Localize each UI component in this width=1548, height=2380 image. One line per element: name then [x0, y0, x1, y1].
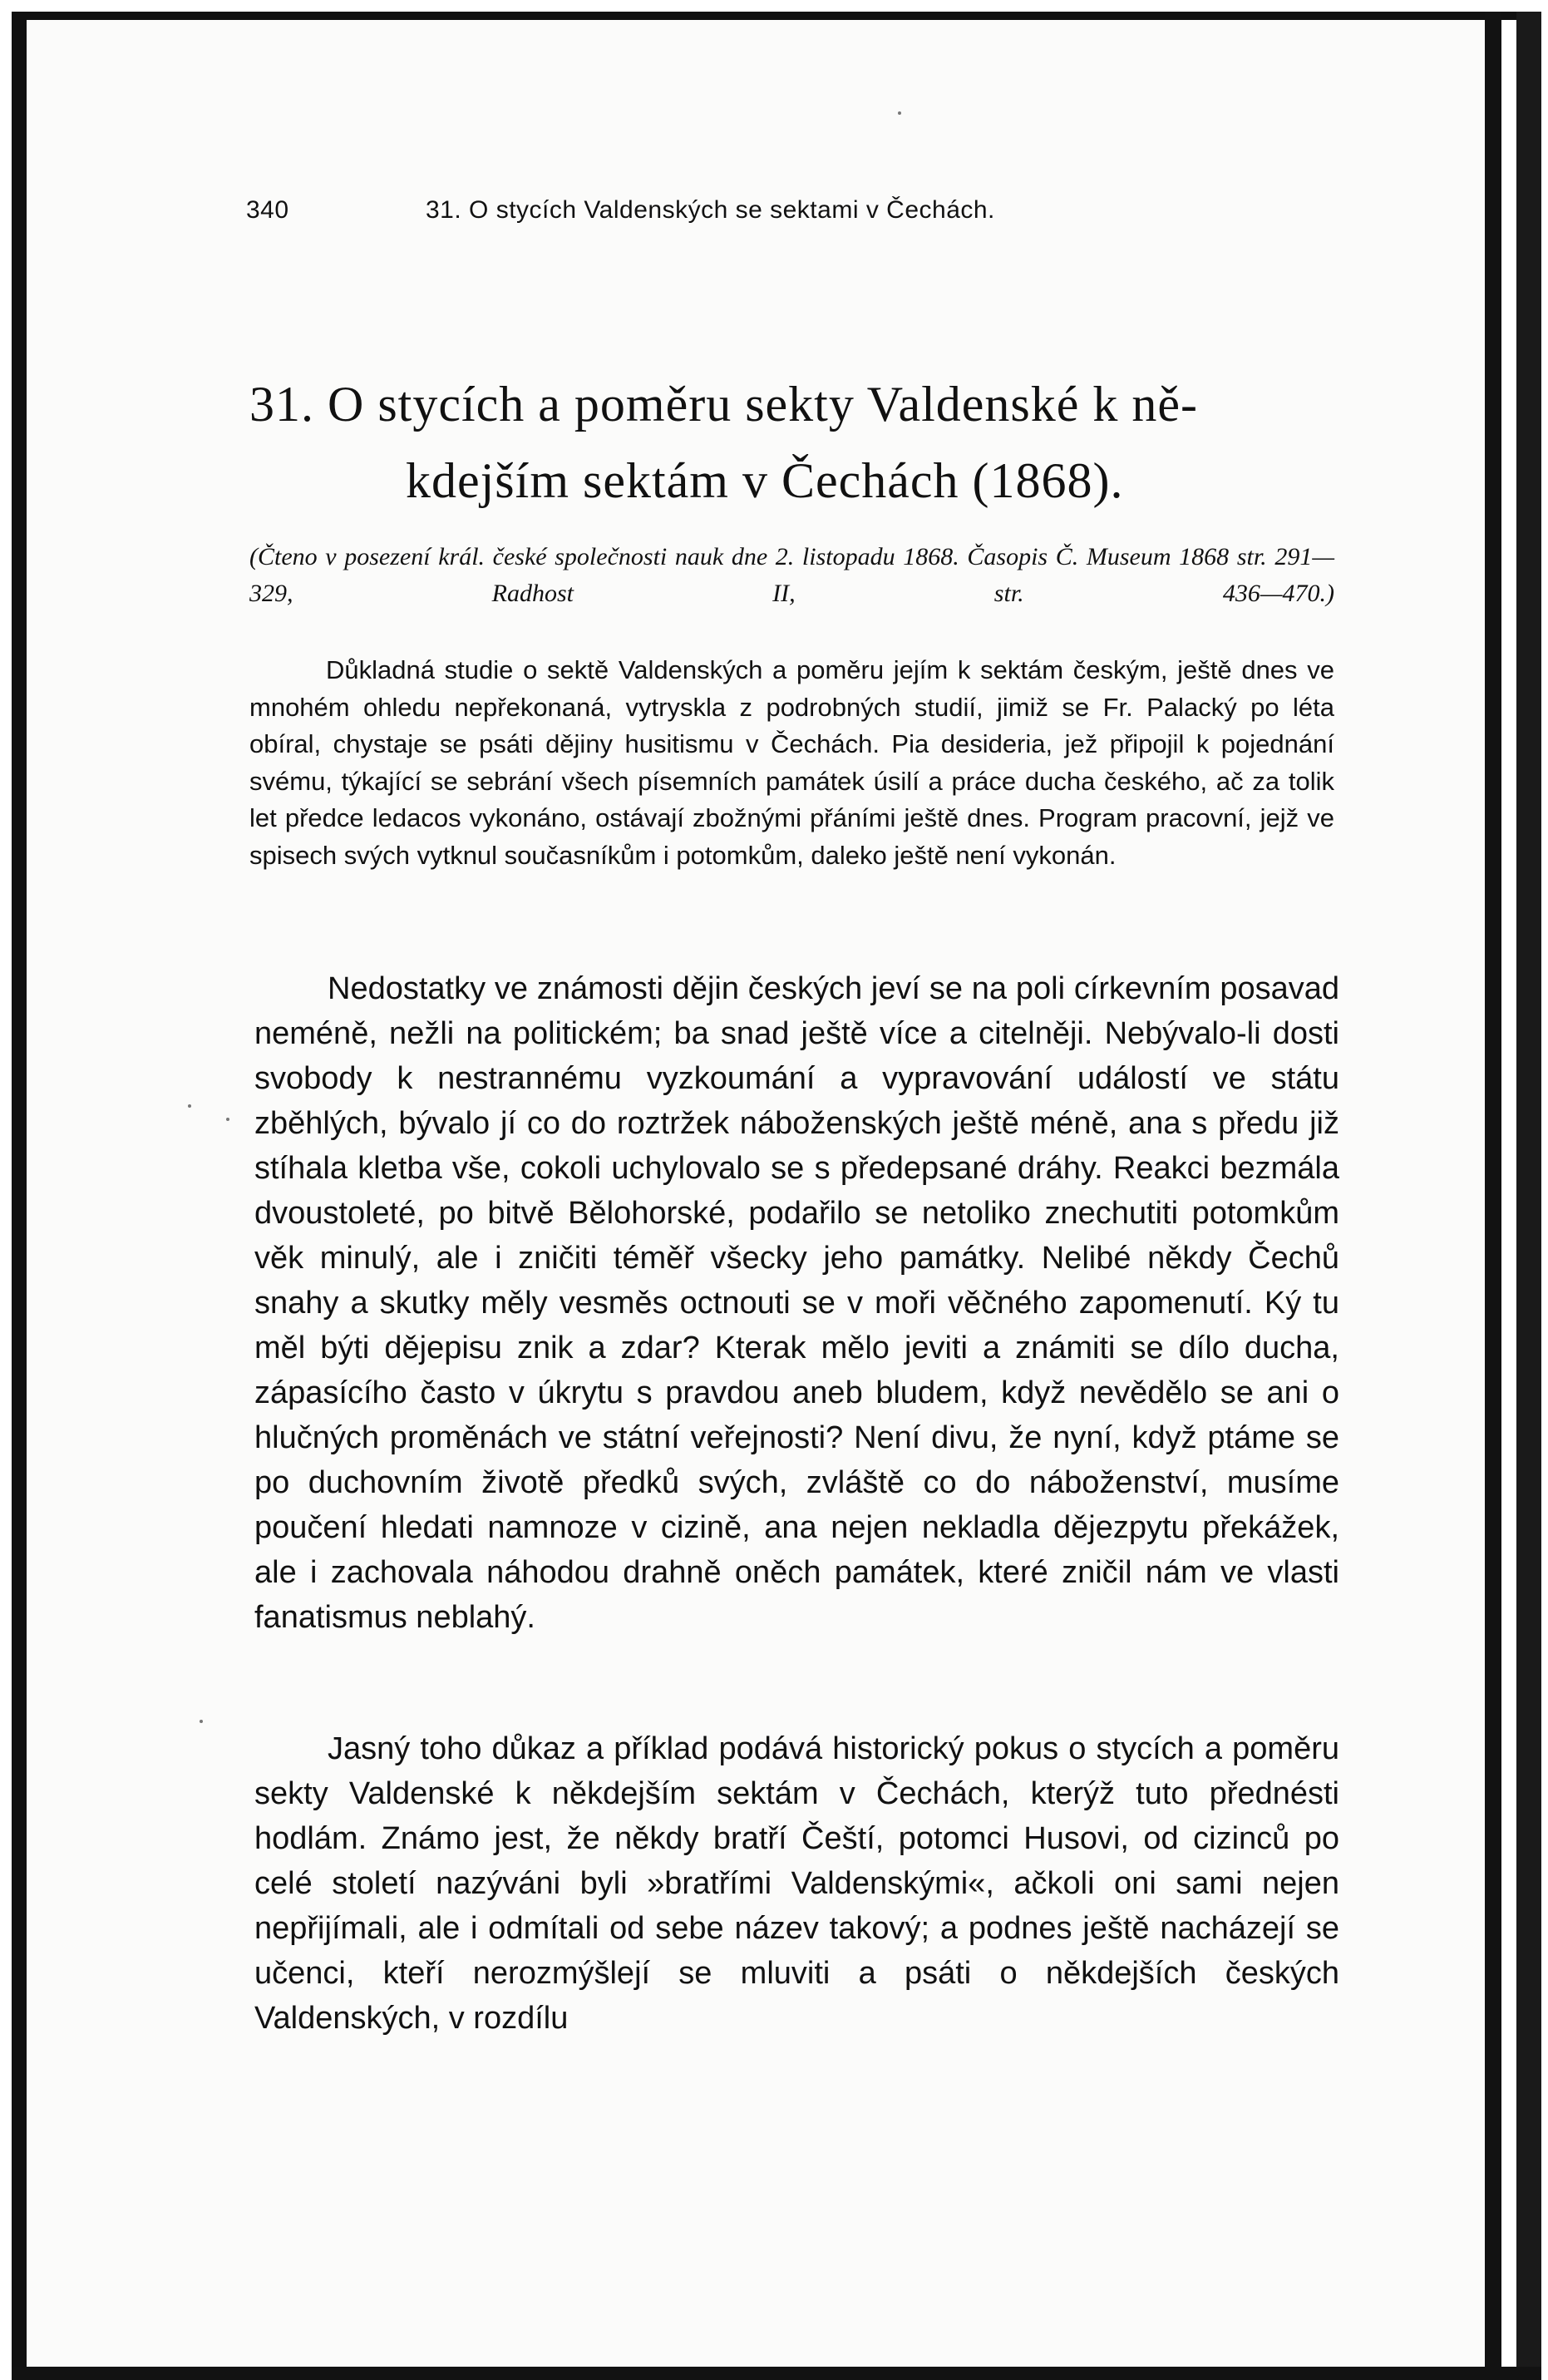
page-number: 340: [246, 196, 289, 224]
scan-speck: [226, 1118, 229, 1121]
body-paragraph-1: Nedostatky ve známosti dějin českých jeví se na poli církevním posavad neméně, nežli na politickém; ba snad ještě více a citelněji. Nebývalo-li dosti svobody k nestrannému vyzkoumání a vypravování událostí ve státu zběhlých, bývalo jí co do roztržek náboženských ještě méně, ana s předu již stíhala kletba vše, cokoli uchylovalo se s předepsané dráhy. Reakci bezmála dvoustoleté, po bitvě Bělohorské, podařilo se netoliko znechutiti potomkům věk minulý, ale i zničiti téměř všecky jeho památky. Nelibé někdy Čechů snahy a skutky měly vesměs octnouti se v moři věčného zapomenutí. Ký tu měl býti dějepisu znik a zdar? Kterak mělo jeviti a známiti se dílo ducha, zápasícího často v úkrytu s pravdou aneb bludem, když nevědělo se ani o hlučných proměnách ve státní veřejnosti? Není divu, že nyní, když ptáme se po duchovním životě předků svých, zvláště co do náboženství, musíme poučení hledati namnoze v cizině, ana nejen nekladla dějezpytu překážek, ale i zachovala náhodou drahně oněch památek, které zničil nám ve vlasti fanatismus neblahý.: [254, 971, 1339, 1635]
scan-speck: [200, 1720, 203, 1723]
chapter-title-line-1: 31. O stycích a poměru sekty Valdenské k ně-: [249, 377, 1198, 432]
intro-paragraph: Důkladná studie o sektě Valdenských a poměru jejím k sektám českým, ještě dnes ve mnohém ohledu nepřekonaná, vytryskla z podrobných studií, jimiž se Fr. Palacký po léta obíral, chystaje se psáti dějiny husitismu v Čechách. Pia desideria, jež připojil k pojednání svému, týkající se sebrání všech písemních památek úsilí a práce ducha českého, ač za tolik let předce ledacos vykonáno, ostávají zbožnými přáními ještě dnes. Program pracovní, jejž ve spisech svých vytknul současníkům i potomkům, daleko ještě není vykonán.: [249, 655, 1334, 870]
chapter-title-line-2: kdejším sektám v Čechách (1868).: [406, 453, 1124, 508]
scan-edge-bottom: [12, 2367, 1541, 2380]
body-paragraph-2: Jasný toho důkaz a příklad podává historický pokus o stycích a poměru sekty Valdenské k někdejším sektám v Čechách, kterýž tuto přednésti hodlám. Známo jest, že někdy bratří Čeští, potomci Husovi, od cizinců po celé století nazýváni byli »bratřími Valdenskými«, ačkoli oni sami nejen nepřijímali, ale i odmítali od sebe název takový; a podnes ještě nacházejí se učenci, kteří nerozmýšlejí se mluviti a psáti o někdejších českých Valdenských, v rozdílu: [254, 1731, 1339, 2036]
scan-speck: [188, 1104, 191, 1108]
chapter-title: [249, 366, 1338, 519]
running-head-title: 31. O stycích Valdenských se sektami v Čechách.: [426, 196, 995, 224]
source-note: (Čteno v posezení král. české společnosti nauk dne 2. listopadu 1868. Časopis Č. Museum 1868 str. 291—329, Radhost II, str. 436—470.): [249, 543, 1334, 607]
running-head: [246, 196, 995, 225]
scan-edge-inner: [1485, 12, 1501, 2380]
scan-speck: [898, 111, 901, 115]
scan-edge-outer: [1516, 12, 1541, 2380]
